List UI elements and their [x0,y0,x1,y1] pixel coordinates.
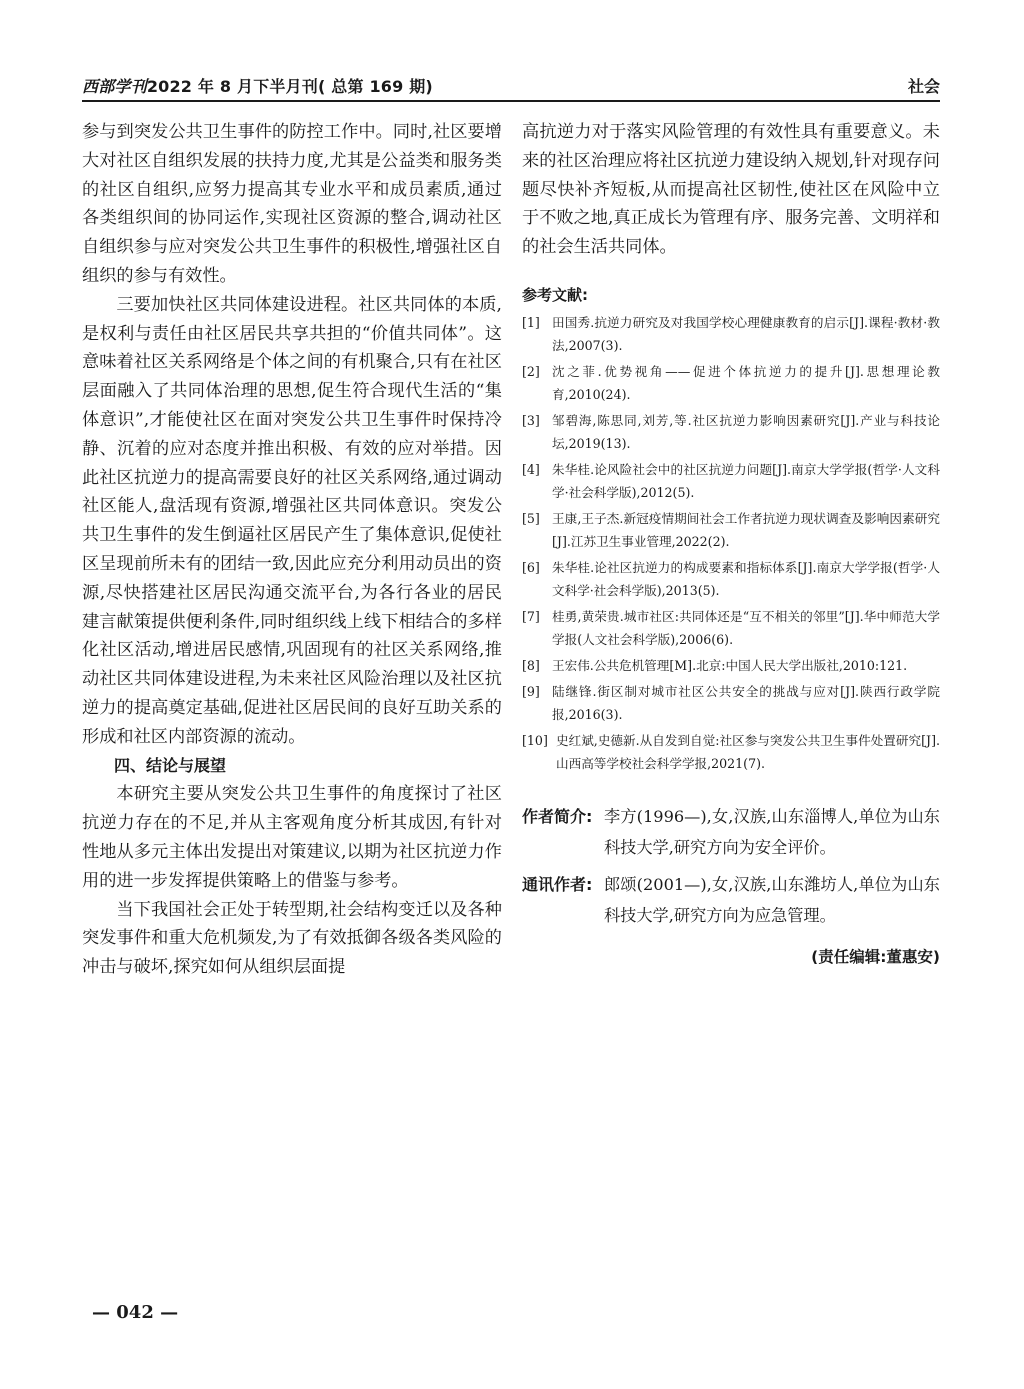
section-name: 社会 [907,77,940,96]
journal-issue-line [82,74,433,97]
references-title: 参考文献: [522,285,588,304]
reference-number: [10] [522,732,548,748]
reference-number: [9] [522,683,540,699]
reference-item [522,409,940,455]
reference-text: 陆继锋.街区制对城市社区公共安全的挑战与应对[J].陕西行政学院报,2016(3). [552,683,940,722]
corresponding-author-info [522,869,940,931]
reference-number: [8] [522,657,540,673]
author-text: 李方(1996—),女,汉族,山东淄博人,单位为山东科技大学,研究方向为安全评价。 [604,806,940,857]
section-heading: 四、结论与展望 [114,755,227,775]
reference-number: [6] [522,559,540,575]
running-header [82,74,940,98]
responsible-editor: (责任编辑:董惠安) [811,947,940,966]
reference-item [522,556,940,602]
body-paragraph: 当下我国社会正处于转型期,社会结构变迁以及各种突发事件和重大危机频发,为了有效抵御各级各类风险的冲击与破坏,探究如何从组织层面提 [82,899,502,978]
right-column [522,118,940,967]
reference-text: 王康,王子杰.新冠疫情期间社会工作者抗逆力现状调查及影响因素研究[J].江苏卫生事业管理,2022(2). [552,510,940,549]
header-rule [82,100,940,102]
reference-item [522,605,940,651]
reference-item [522,729,940,775]
reference-text: 桂勇,黄荣贵.城市社区:共同体还是“互不相关的邻里”[J].华中师范大学学报(人文社会科学版),2006(6). [552,608,940,647]
author-label: 作者简介: [522,806,593,826]
reference-number: [5] [522,510,540,526]
left-column [82,118,502,982]
journal-logo: 西部学刊 [82,77,147,96]
reference-number: [4] [522,461,540,477]
body-paragraph: 参与到突发公共卫生事件的防控工作中。同时,社区要增大对社区自组织发展的扶持力度,尤其是公益类和服务类的社区自组织,应努力提高其专业水平和成员素质,通过各类组织间的协同运作,实现社区资源的整合,调动社区自组织参与应对突发公共卫生事件的积极性,增强社区自组织的参与有效性。 [82,122,502,286]
reference-number: [7] [522,608,540,624]
reference-text: 史红斌,史德新.从自发到自觉:社区参与突发公共卫生事件处置研究[J].山西高等学校社会科学学报,2021(7). [556,732,940,771]
author-info [522,801,940,863]
corresponding-author-text: 郎颂(2001—),女,汉族,山东潍坊人,单位为山东科技大学,研究方向为应急管理。 [604,874,940,925]
issue-info: 2022 年 8 月下半月刊( 总第 169 期) [146,77,433,96]
reference-item [522,458,940,504]
body-paragraph: 三要加快社区共同体建设进程。社区共同体的本质,是权利与责任由社区居民共享共担的“价值共同体”。这意味着社区关系网络是个体之间的有机聚合,只有在社区层面融入了共同体治理的思想,促生符合现代生活的“集体意识”,才能使社区在面对突发公共卫生事件时保持冷静、沉着的应对态度并推出积极、有效的应对举措。因此社区抗逆力的提高需要良好的社区关系网络,通过调动社区能人,盘活现有资源,增强社区共同体意识。突发公共卫生事件的发生倒逼社区居民产生了集体意识,促使社区呈现前所未有的团结一致,因此应充分利用动员出的资源,尽快搭建社区居民沟通交流平台,为各行各业的居民建言献策提供便利条件,同时组织线上线下相结合的多样化社区活动,增进居民感情,巩固现有的社区关系网络,推动社区共同体建设进程,为未来社区风险治理以及社区抗逆力的提高奠定基础,促进社区居民间的良好互助关系的形成和社区内部资源的流动。 [82,294,502,747]
body-paragraph: 高抗逆力对于落实风险管理的有效性具有重要意义。未来的社区治理应将社区抗逆力建设纳入规划,针对现存问题尽快补齐短板,从而提高社区韧性,使社区在风险中立于不败之地,真正成长为管理有序、服务完善、文明祥和的社会生活共同体。 [522,122,940,258]
body-paragraph: 本研究主要从突发公共卫生事件的角度探讨了社区抗逆力存在的不足,并从主客观角度分析其成因,有针对性地从多元主体出发提出对策建议,以期为社区抗逆力作用的进一步发挥提供策略上的借鉴与参考。 [82,784,502,891]
reference-number: [2] [522,363,540,379]
reference-item [522,311,940,357]
reference-item [522,680,940,726]
reference-text: 朱华桂.论风险社会中的社区抗逆力问题[J].南京大学学报(哲学·人文科学·社会科学版),2012(5). [552,461,940,500]
reference-text: 邹碧海,陈思同,刘芳,等.社区抗逆力影响因素研究[J].产业与科技论坛,2019(13). [552,412,940,451]
reference-text: 田国秀.抗逆力研究及对我国学校心理健康教育的启示[J].课程·教材·教法,2007(3). [552,314,940,353]
reference-text: 王宏伟.公共危机管理[M].北京:中国人民大学出版社,2010:121. [552,657,908,673]
reference-text: 朱华桂.论社区抗逆力的构成要素和指标体系[J].南京大学学报(哲学·人文科学·社会科学版),2013(5). [552,559,940,598]
reference-item [522,360,940,406]
reference-item [522,507,940,553]
references-list [522,311,940,775]
corresponding-author-label: 通讯作者: [522,874,593,894]
reference-number: [1] [522,314,540,330]
reference-text: 沈之菲.优势视角——促进个体抗逆力的提升[J].思想理论教育,2010(24). [552,363,940,402]
reference-item [522,654,940,677]
reference-number: [3] [522,412,540,428]
page-number: — 042 — [92,1302,179,1323]
